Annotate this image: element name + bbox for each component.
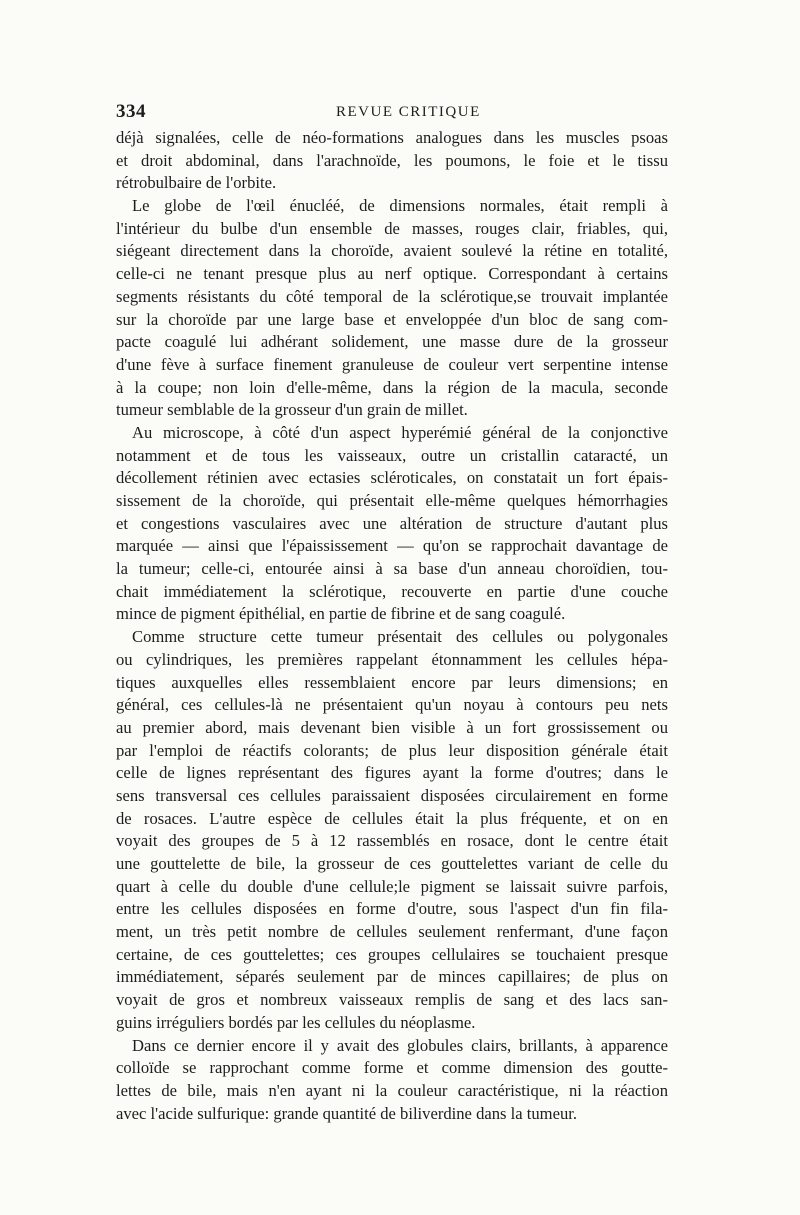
text-line: et droit abdominal, dans l'arachnoïde, les poumons, le foie et le tissu — [116, 150, 668, 170]
body-text — [116, 127, 668, 1125]
text-line: par l'emploi de réactifs colorants; de plus leur disposition générale était — [116, 740, 668, 760]
text-line: Au microscope, à côté d'un aspect hyperémié général de la conjonctive — [132, 422, 668, 442]
text-line: à la coupe; non loin d'elle-même, dans la région de la macula, seconde — [116, 377, 668, 397]
text-line: tiques auxquelles elles ressemblaient encore par leurs dimensions; en — [116, 672, 668, 692]
text-line: au premier abord, mais devenant bien visible à un fort grossissement ou — [116, 717, 668, 737]
text-line: la tumeur; celle-ci, entourée ainsi à sa base d'un anneau choroïdien, tou- — [116, 559, 668, 579]
paragraph — [116, 127, 668, 195]
text-line: chait immédiatement la sclérotique, recouverte en partie d'une couche — [116, 581, 668, 601]
paragraph — [116, 1035, 668, 1126]
text-line: sens transversal ces cellules paraissaient disposées circulairement en forme — [116, 785, 668, 805]
text-line: sissement de la choroïde, qui présentait elle-même quelques hémorrhagies — [116, 491, 668, 510]
text-line: sur la choroïde par une large base et enveloppée d'un bloc de sang com- — [116, 309, 668, 329]
text-line: mince de pigment épithélial, en partie de fibrine et de sang coagulé. — [116, 604, 566, 624]
running-head — [116, 101, 676, 127]
text-line: guins irréguliers bordés par les cellules du néoplasme. — [116, 1012, 476, 1032]
text-line: immédiatement, séparés seulement par de minces capillaires; de plus on — [116, 967, 668, 987]
text-line: notamment et de tous les vaisseaux, outre un cristallin cataracté, un — [116, 445, 668, 465]
page-number: 334 — [116, 101, 146, 122]
text-line: l'intérieur du bulbe d'un ensemble de masses, rouges clair, friables, qui, — [116, 218, 668, 238]
text-line: celle de lignes représentant des figures ayant la forme d'outres; dans le — [116, 763, 668, 783]
text-line: voyait des groupes de 5 à 12 rassemblés en rosace, dont le centre était — [116, 831, 668, 851]
text-line: siégeant directement dans la choroïde, avaient soulevé la rétine en totalité, — [116, 241, 668, 261]
text-line: une gouttelette de bile, la grosseur de ces gouttelettes variant de celle du — [116, 854, 668, 873]
text-line: voyait de gros et nombreux vaisseaux remplis de sang et des lacs san- — [116, 990, 668, 1010]
text-line: tumeur semblable de la grosseur d'un grain de millet. — [116, 400, 468, 420]
text-line: rétrobulbaire de l'orbite. — [116, 173, 277, 193]
text-line: lettes de bile, mais n'en ayant ni la couleur caractéristique, ni la réaction — [116, 1080, 668, 1100]
text-line: segments résistants du côté temporal de la sclérotique,se trouvait implantée — [116, 286, 668, 306]
paragraph — [116, 195, 668, 422]
text-line: entre les cellules disposées en forme d'outre, sous l'aspect d'un fin fila- — [116, 899, 668, 919]
text-line: marquée — ainsi que l'épaississement — qu'on se rapprochait davantage de — [116, 536, 668, 556]
text-line: et congestions vasculaires avec une altération de structure d'autant plus — [116, 513, 668, 533]
text-line: ou cylindriques, les premières rappelant étonnamment les cellules hépa- — [116, 649, 668, 669]
text-line: pacte coagulé lui adhérant solidement, une masse dure de la grosseur — [116, 332, 668, 352]
text-line: Le globe de l'œil énucléé, de dimensions normales, était rempli à — [132, 196, 668, 216]
text-line: décollement rétinien avec ectasies scléroticales, on constatait un fort épais- — [116, 468, 668, 488]
text-line: d'une fève à surface finement granuleuse de couleur vert serpentine intense — [116, 354, 668, 374]
text-line: quart à celle du double d'une cellule;le pigment se laissait suivre parfois, — [116, 876, 668, 896]
running-title: REVUE CRITIQUE — [336, 104, 481, 120]
text-line: colloïde se rapprochant comme forme et comme dimension des goutte- — [116, 1058, 668, 1078]
text-line: Dans ce dernier encore il y avait des globules clairs, brillants, à apparence — [132, 1035, 668, 1055]
text-line: de rosaces. L'autre espèce de cellules était la plus fréquente, et on en — [116, 808, 668, 828]
text-line: déjà signalées, celle de néo-formations analogues dans les muscles psoas — [116, 128, 668, 147]
text-line: ment, un très petit nombre de cellules seulement renfermant, d'une façon — [116, 922, 668, 942]
text-line: certaine, de ces gouttelettes; ces groupes cellulaires se touchaient presque — [116, 944, 668, 964]
text-line: celle-ci ne tenant presque plus au nerf optique. Correspondant à certains — [116, 264, 668, 284]
text-line: général, ces cellules-là ne présentaient qu'un noyau à contours peu nets — [116, 695, 668, 715]
paragraph — [116, 422, 668, 626]
text-line: Comme structure cette tumeur présentait des cellules ou polygonales — [132, 627, 668, 647]
text-line: avec l'acide sulfurique: grande quantité de biliverdine dans la tumeur. — [116, 1103, 577, 1123]
paragraph — [116, 626, 668, 1034]
